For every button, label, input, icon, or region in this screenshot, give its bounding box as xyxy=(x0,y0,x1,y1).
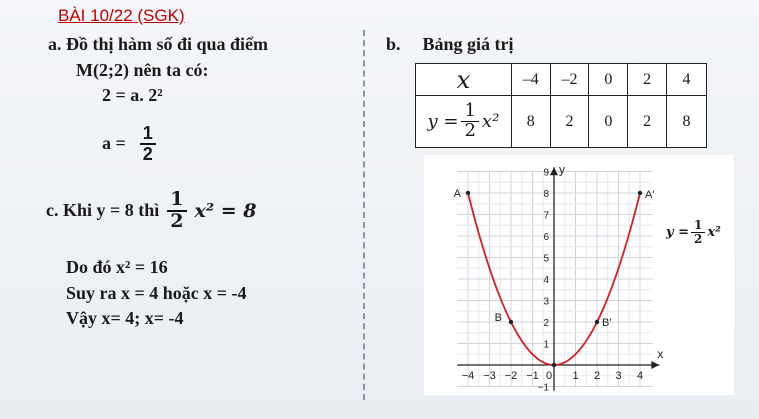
part-b-label: b. xyxy=(386,34,401,54)
y-tick-label: 1 xyxy=(543,339,549,351)
x-tick-label: −3 xyxy=(483,370,496,382)
table-cell: 2 xyxy=(628,64,667,96)
table-row-y xyxy=(416,96,707,148)
part-c-line3: Vậy x= 4; x= -4 xyxy=(66,308,184,328)
parabola-graph xyxy=(424,155,734,395)
table-cell: –4 xyxy=(511,64,550,96)
part-a-fraction-num: 1 xyxy=(140,124,156,145)
table-header-y xyxy=(416,96,512,148)
part-a-result-prefix: a = xyxy=(102,133,126,154)
curve-label-fraction xyxy=(691,219,705,245)
part-a-line1: a. Đồ thị hàm số đi qua điểm xyxy=(48,34,269,54)
part-c-fraction-den: 2 xyxy=(170,209,184,232)
part-b-heading xyxy=(386,34,514,55)
y-axis-label: y xyxy=(559,162,565,177)
point-label: A′ xyxy=(645,189,655,201)
graph-point xyxy=(466,191,470,195)
graph-point xyxy=(595,320,599,324)
curve-label-prefix: y = xyxy=(666,224,689,240)
table-y-suffix: x² xyxy=(481,111,500,132)
x-axis-label: x xyxy=(657,347,664,361)
curve-label-suffix: x² xyxy=(707,224,721,240)
x-tick-label: −1 xyxy=(526,370,539,382)
table-cell: 2 xyxy=(628,96,667,148)
part-c-prefix: c. Khi y = 8 thì xyxy=(46,200,160,221)
table-cell: –2 xyxy=(550,64,589,96)
table-y-prefix: y = xyxy=(427,111,459,132)
column-divider xyxy=(363,30,365,400)
y-tick-label: 7 xyxy=(543,210,549,222)
graph-point xyxy=(509,320,513,324)
curve-label-num: 1 xyxy=(691,219,705,233)
value-table xyxy=(415,63,707,148)
x-tick-label: −4 xyxy=(461,370,475,382)
part-a-line2: M(2;2) nên ta có: xyxy=(76,60,209,80)
x-tick-label: 2 xyxy=(593,370,601,382)
part-c-suffix: x² = 8 xyxy=(194,199,257,222)
table-y-fraction xyxy=(461,102,478,141)
table-cell: 2 xyxy=(550,96,589,148)
lesson-title[interactable]: BÀI 10/22 (SGK) xyxy=(58,6,185,25)
x-axis-arrow xyxy=(651,361,659,369)
table-y-frac-den: 2 xyxy=(464,120,476,141)
table-cell: 4 xyxy=(667,64,707,96)
x-tick-label: 0 xyxy=(545,370,553,382)
part-a-equation: 2 = a. 2² xyxy=(102,85,163,105)
part-a-fraction xyxy=(140,124,156,164)
x-tick-label: 4 xyxy=(636,370,644,382)
y-tick-label: 6 xyxy=(543,232,549,243)
table-cell: 0 xyxy=(589,64,628,96)
table-cell: 8 xyxy=(511,96,550,148)
graph-svg xyxy=(424,155,734,395)
part-a-fraction-den: 2 xyxy=(142,143,153,164)
curve-label xyxy=(666,219,721,245)
part-c-fraction xyxy=(167,190,186,232)
point-label: B xyxy=(494,312,502,324)
graph-point xyxy=(552,363,556,367)
y-tick-label: −1 xyxy=(537,382,549,394)
part-a-result xyxy=(102,124,156,164)
table-cell: 8 xyxy=(667,96,707,148)
table-cell: 0 xyxy=(589,96,628,148)
x-tick-label: −2 xyxy=(504,370,518,382)
table-row-x xyxy=(416,64,707,96)
y-tick-label: 2 xyxy=(543,318,549,329)
x-tick-label: 1 xyxy=(572,370,579,382)
y-tick-label: 3 xyxy=(543,296,549,308)
curve-label-den: 2 xyxy=(693,231,703,246)
table-header-x: x xyxy=(416,64,512,96)
part-c-condition xyxy=(46,190,257,232)
y-tick-label: 9 xyxy=(543,167,549,179)
y-tick-label: 4 xyxy=(543,275,549,286)
y-tick-label: 5 xyxy=(543,253,549,265)
x-tick-label: 3 xyxy=(615,370,622,382)
y-tick-label: 8 xyxy=(543,189,549,200)
part-c-fraction-num: 1 xyxy=(167,190,186,212)
point-label: B′ xyxy=(602,317,612,329)
point-label: A xyxy=(453,188,461,200)
graph-point xyxy=(638,191,642,195)
part-c-line2: Suy ra x = 4 hoặc x = -4 xyxy=(66,283,247,303)
table-y-frac-num: 1 xyxy=(461,102,478,122)
part-b-title: Bảng giá trị xyxy=(422,34,514,54)
part-c-line1: Do đó x² = 16 xyxy=(66,257,168,277)
